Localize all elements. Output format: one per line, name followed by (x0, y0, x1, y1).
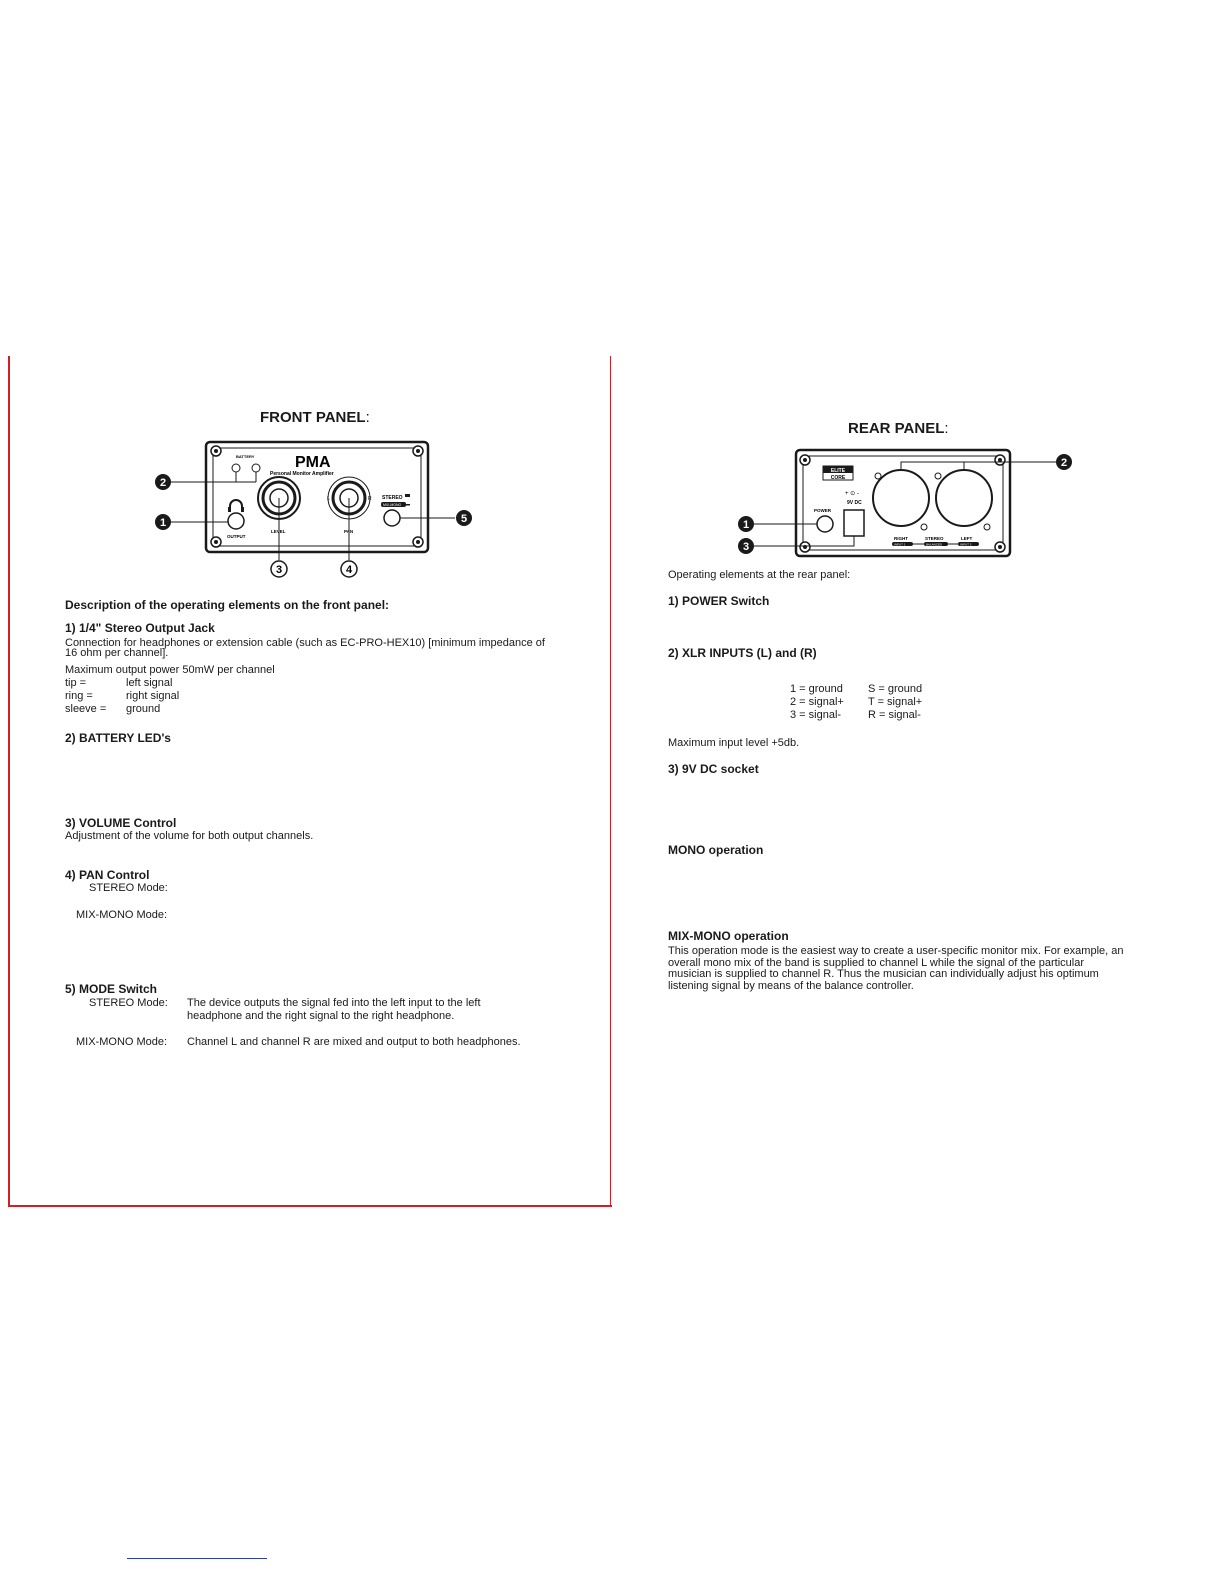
pan-label: PAN (344, 529, 354, 534)
s5-mixmono-key: MIX-MONO Mode: (76, 1036, 168, 1048)
svg-text:3: 3 (742, 541, 750, 553)
mixmono-line: musician is supplied to channel R. Thus the musician can individually adjust his optimum (668, 968, 1099, 980)
svg-text:2: 2 (159, 477, 167, 489)
front-panel-diagram (150, 436, 480, 581)
svg-text:INPUT 2: INPUT 2 (960, 542, 972, 547)
s2-heading: 2) BATTERY LED's (65, 731, 171, 745)
pin-b: S = ground (868, 683, 923, 695)
power-switch-icon (817, 516, 833, 532)
svg-text:INPUT 1: INPUT 1 (894, 542, 906, 547)
callout-badge (271, 561, 287, 577)
svg-text:CORE: CORE (830, 475, 846, 481)
callout-badge (341, 561, 357, 577)
bottom-border-line (8, 1205, 612, 1207)
s1-row-key: tip = (65, 677, 87, 689)
battery-led-icon (252, 464, 260, 472)
s5-heading: 5) MODE Switch (65, 982, 158, 996)
pin-a: 2 = signal+ (790, 696, 844, 708)
xlr-input-right-icon (873, 470, 929, 526)
svg-text:1: 1 (159, 517, 167, 529)
pin-b: T = signal+ (868, 696, 923, 708)
output-label: OUTPUT (227, 534, 246, 539)
mono-heading: MONO operation (668, 843, 764, 857)
s3-heading: 3) VOLUME Control (65, 816, 177, 830)
mixmono-heading: MIX-MONO operation (668, 929, 789, 943)
rear-panel-diagram (730, 446, 1080, 560)
rear-s2-heading: 2) XLR INPUTS (L) and (R) (668, 646, 817, 660)
s1-row-key: sleeve = (65, 703, 107, 715)
pin-b: R = signal- (868, 709, 921, 721)
front-panel-title: FRONT PANEL: (260, 409, 370, 426)
s4-stereo: STEREO Mode: (89, 882, 168, 894)
rear-s1-heading: 1) POWER Switch (668, 594, 770, 608)
stereo-label: STEREO (382, 495, 403, 501)
pin-a: 1 = ground (790, 683, 843, 695)
s4-heading: 4) PAN Control (65, 868, 150, 882)
svg-text:BALANCED: BALANCED (926, 542, 943, 547)
svg-text:3: 3 (275, 564, 283, 576)
mixmono-line: overall mono mix of the band is supplied to channel L while the signal of the particular (668, 957, 1085, 969)
battery-led-icon (232, 464, 240, 472)
rear-panel-title: REAR PANEL: (848, 420, 949, 437)
svg-text:1: 1 (742, 519, 750, 531)
callout-badge (1056, 454, 1072, 470)
callout-badge (155, 514, 171, 530)
svg-text:ELITE: ELITE (830, 468, 846, 474)
s1-row-value: left signal (126, 677, 173, 689)
s3-text: Adjustment of the volume for both output channels. (65, 830, 314, 842)
callout-badge (155, 474, 171, 490)
svg-text:2: 2 (1060, 457, 1068, 469)
dc-polarity-icon: + ⊙ - (845, 491, 859, 497)
mixmono-label: MIX-MONO (383, 503, 402, 507)
left-border-line (8, 356, 10, 1206)
battery-label: BATTERY (236, 454, 255, 459)
dc-label: 9V DC (847, 500, 862, 506)
pan-l-label: L (327, 496, 330, 502)
callout-badge (456, 510, 472, 526)
callout-badge (738, 538, 754, 554)
power-label: POWER (814, 508, 832, 513)
s1-power: Maximum output power 50mW per channel (65, 664, 275, 676)
s5-mixmono-text: Channel L and channel R are mixed and output to both headphones. (187, 1036, 521, 1048)
dc-socket-icon (844, 510, 864, 536)
s1-line2: 16 ohm per channel]. (65, 647, 169, 659)
s1-heading: 1) 1/4" Stereo Output Jack (65, 621, 215, 635)
rear-intro: Operating elements at the rear panel: (668, 569, 851, 581)
rear-s3-heading: 3) 9V DC socket (668, 762, 759, 776)
mixmono-line: This operation mode is the easiest way to create a user-specific monitor mix. For example, an (668, 945, 1124, 957)
svg-text:5: 5 (460, 513, 468, 525)
pan-r-label: R (368, 496, 372, 502)
right-label: RIGHT (894, 536, 908, 541)
svg-text:4: 4 (345, 564, 353, 576)
pin-a: 3 = signal- (790, 709, 842, 721)
s5-stereo-key: STEREO Mode: (89, 997, 168, 1009)
center-border-line (610, 356, 611, 1206)
front-intro: Description of the operating elements on the front panel: (65, 598, 390, 612)
s1-row-value: right signal (126, 690, 180, 702)
mode-switch-icon (384, 510, 400, 526)
mixmono-line: listening signal by means of the balance controller. (668, 980, 914, 992)
output-jack-icon (228, 513, 244, 529)
brand-subtitle: Personal Monitor Amplifier (270, 471, 334, 477)
footer-link-line (127, 1558, 267, 1559)
max-input-level: Maximum input level +5db. (668, 737, 800, 749)
stereo-input-label: STEREO (925, 536, 944, 541)
xlr-input-left-icon (936, 470, 992, 526)
callout-badge (738, 516, 754, 532)
left-label: LEFT (961, 536, 973, 541)
s5-stereo-line1: The device outputs the signal fed into the left input to the left (187, 997, 481, 1009)
brand-label: PMA (295, 454, 331, 471)
s1-line1: Connection for headphones or extension cable (such as EC-PRO-HEX10) [minimum impedance of (65, 637, 545, 649)
s1-row-value: ground (126, 703, 161, 715)
s1-row-key: ring = (65, 690, 93, 702)
s4-mixmono: MIX-MONO Mode: (76, 909, 168, 921)
level-label: LEVEL (271, 529, 286, 534)
s5-stereo-line2: headphone and the right signal to the right headphone. (187, 1010, 455, 1022)
